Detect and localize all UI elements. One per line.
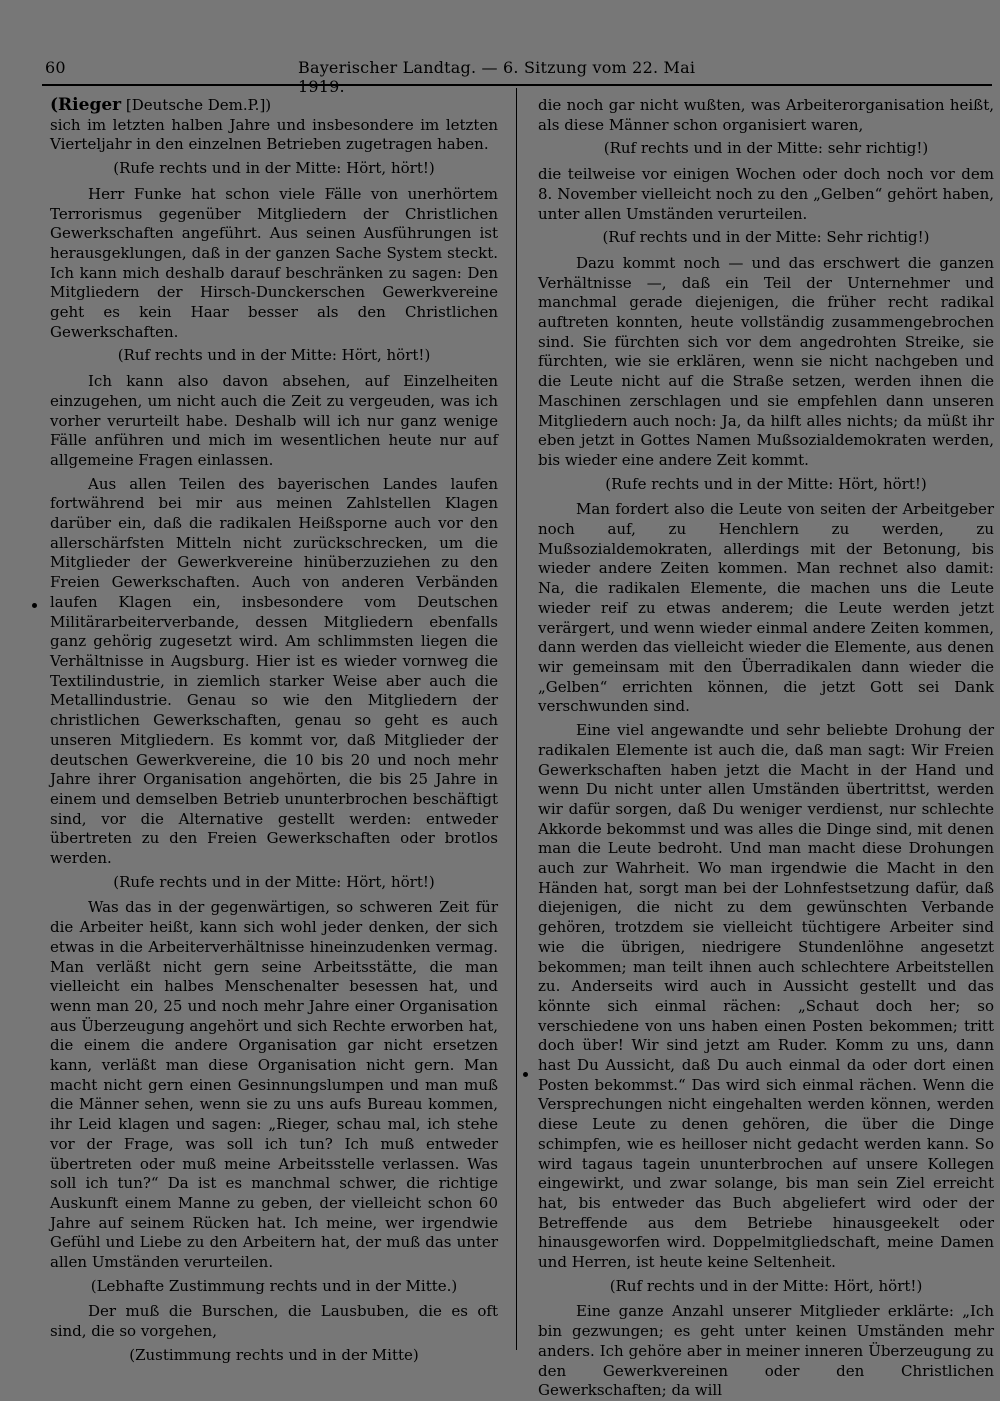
paragraph: Herr Funke hat schon viele Fälle von unerhörtem Terrorismus gegenüber Mitgliedern der Christlichen Gewerkschaften angeführt. Aus seinen Ausführungen ist herausgeklungen, daß in der ganzen Sache System steckt. Ich kann mich deshalb darauf beschränken zu sagen: Den Mitgliedern der Hirsch-Dunckerschen Gewerkvereine geht es kein Haar besser als den Christlichen Gewerkschaften. (50, 184, 498, 341)
interjection: (Rufe rechts und in der Mitte: Hört, hört!) (605, 474, 927, 493)
left-column (50, 95, 498, 1364)
paragraph: die teilweise vor einigen Wochen oder doch noch vor dem 8. November vielleicht noch zu den „Gelben“ gehört haben, unter allen Umständen verurteilen. (538, 165, 994, 223)
interjection: (Ruf rechts und in der Mitte: Sehr richtig!) (602, 228, 930, 247)
paragraph: die noch gar nicht wußten, was Arbeiterorganisation heißt, als diese Männer schon organisiert waren, (538, 96, 994, 134)
paragraph: Ich kann also davon absehen, auf Einzelheiten einzugehen, um nicht auch die Zeit zu vergeuden, was ich vorher verurteilt habe. Deshalb will ich nur ganz wenige Fälle anführen und mich im wesentlichen heute nur auf allgemeine Fragen einlassen. (50, 372, 498, 469)
paragraph: Eine viel angewandte und sehr beliebte Drohung der radikalen Elemente ist auch die, daß man sagt: Wir Freien Gewerkschaften haben jetzt die Macht in der Hand und wenn Du nicht unter allen Umständen übertrittst, werden wir dafür sorgen, daß Du weniger verdienst, nur schlechte Akkorde bekommst und was alles die Dinge sind, mit denen man die Leute bedroht. Und man macht diese Drohungen auch zur Wahrheit. Wo man irgendwie die Macht in den Händen hat, sorgt man bei der Lohnfestsetzung dafür, daß diejenigen, die nicht zu dem gewünschten Verbande gehören, trotzdem sie vielleicht tüchtigere Arbeiter sind wie die übrigen, niedrigere Stundenlöhne angesetzt bekommen; man teilt ihnen auch schlechtere Arbeitstellen zu. Anderseits wird auch in Aussicht gestellt und das könnte sich einmal rächen: „Schaut doch her; so verschiedene von uns haben einen Posten bekommen; tritt doch über! Wir sind jetzt am Ruder. Komm zu uns, dann hast Du Aussicht, daß Du auch einmal da oder dort einen Posten bekommst.“ Das wird sich einmal rächen. Wenn die Versprechungen nicht eingehalten werden können, werden diese Leute zu denen gehören, die über die Dinge schimpfen, wie es heilloser nicht gedacht werden kann. So wird tagaus tagein ununterbrochen auf unsere Kollegen eingewirkt, und zwar solange, bis man sein Ziel erreicht hat, bis entweder das Buch abgeliefert wird oder der Betreffende aus dem Betriebe hinausgeekelt oder hinausgeworfen wird. Doppelmitgliedschaft, meine Damen und Herren, ist heute keine Seltenheit. (538, 721, 994, 1272)
paragraph: Aus allen Teilen des bayerischen Landes laufen fortwährend bei mir aus meinen Zahlstellen Klagen darüber ein, daß die radikalen Heißsporne auch vor den allerschärfsten Mitteln nicht zurückschrecken, um die Mitglieder der Gewerkvereine hinüberzuziehen zu den Freien Gewerkschaften. Auch von anderen Verbänden laufen Klagen ein, insbesondere vom Deutschen Militärarbeiterverbande, dessen Mitgliedern ebenfalls ganz gehörig zugesetzt wird. Am schlimmsten liegen die Verhältnisse in Augsburg. Hier ist es wieder vornweg die Textilindustrie, in ziemlich starker Weise aber auch die Metallindustrie. Genau so wie den Mitgliedern der christlichen Gewerkschaften, genau so geht es auch unseren Mitgliedern. Es kommt vor, daß Mitglieder der deutschen Gewerkvereine, die 10 bis 20 und noch mehr Jahre ihrer Organisation angehörten, die bis 25 Jahre in einem und demselben Betrieb ununterbrochen beschäftigt sind, vor die Alternative gestellt werden: entweder übertreten zu den Freien Gewerkschaften oder brotlos werden. (50, 474, 498, 868)
header-rule (42, 84, 992, 86)
margin-mark (32, 603, 37, 608)
margin-mark (523, 1072, 528, 1077)
interjection: (Lebhafte Zustimmung rechts und in der Mitte.) (90, 1276, 458, 1295)
paragraph: Was das in der gegenwärtigen, so schweren Zeit für die Arbeiter heißt, kann sich wohl jeder denken, der sich etwas in die Arbeiterverhältnisse hineinzudenken vermag. Man verläßt nicht gern seine Arbeitsstätte, die man vielleicht ein halbes Menschenalter besessen hat, und wenn man 20, 25 und noch mehr Jahre einer Organisation aus Überzeugung angehört und sich Rechte erworben hat, die einem die andere Organisation gar nicht ersetzen kann, verläßt man diese Organisation nicht gern. Man macht nicht gern einen Gesinnungslumpen und man muß die Männer sehen, wenn sie zu uns aufs Bureau kommen, ihr Leid klagen und sagen: „Rieger, schau mal, ich stehe vor der Frage, was soll ich tun? Ich muß entweder übertreten oder muß meine Arbeitsstelle verlassen. Was soll ich tun?“ Da ist es manchmal schwer, die richtige Auskunft einem Manne zu geben, der vielleicht schon 60 Jahre auf seinem Rücken hat. Ich meine, wer irgendwie Gefühl und Liebe zu den Arbeitern hat, der muß das unter allen Umständen verurteilen. (50, 898, 498, 1272)
paragraph: Eine ganze Anzahl unserer Mitglieder erklärte: „Ich bin gezwungen; es geht unter keinen Umständen mehr anders. Ich gehöre aber in meiner inneren Überzeugung zu den Gewerkvereinen oder den Christlichen Gewerkschaften; da will (538, 1302, 994, 1400)
paragraph: sich im letzten halben Jahre und insbesondere im letzten Vierteljahr in den einzelnen Betrieben zugetragen haben. (50, 115, 498, 154)
interjection: (Rufe rechts und in der Mitte: Hört, hört!) (113, 872, 435, 891)
paragraph: Der muß die Burschen, die Lausbuben, die es oft sind, die so vorgehen, (50, 1302, 498, 1341)
page-number: 60 (45, 58, 66, 77)
interjection: (Zustimmung rechts und in der Mitte) (129, 1345, 419, 1364)
running-title: Bayerischer Landtag. — 6. Sitzung vom 22. Mai 1919. (298, 58, 696, 96)
speaker-party: [Deutsche Dem.P.]) (125, 96, 272, 114)
interjection: (Ruf rechts und in der Mitte: Hört, hört!) (117, 346, 431, 365)
interjection: (Ruf rechts und in der Mitte: Hört, hört!) (609, 1276, 923, 1295)
interjection: (Ruf rechts und in der Mitte: sehr richtig!) (603, 139, 929, 158)
interjection: (Rufe rechts und in der Mitte: Hört, hört!) (113, 159, 435, 178)
speaker-name: (Rieger (50, 95, 122, 115)
speaker-heading (50, 96, 498, 116)
paragraph: Dazu kommt noch — und das erschwert die ganzen Verhältnisse —, daß ein Teil der Unternehmer und manchmal gerade diejenigen, die früher recht radikal auftreten konnten, heute vollständig zusammengebrochen sind. Sie fürchten sich vor dem angedrohten Streike, sie fürchten, wie sie erklären, wenn sie nicht nachgeben und die Leute nicht auf die Straße setzen, werden ihnen die Maschinen zerschlagen und sie empfehlen dann unseren Mitgliedern auch noch: Ja, da hilft alles nichts; da müßt ihr eben jetzt in Gottes Namen Mußsozialdemokraten werden, bis wieder eine andere Zeit kommt. (538, 253, 994, 469)
right-column (538, 96, 994, 1400)
running-header (40, 58, 730, 96)
paragraph: Man fordert also die Leute von seiten der Arbeitgeber noch auf, zu Henchlern zu werden, zu Mußsozialdemokraten, allerdings mit der Betonung, bis wieder andere Zeiten kommen. Man rechnet also damit: Na, die radikalen Elemente, die machen uns die Leute wieder reif zu etwas anderem; die Leute werden jetzt verärgert, und wenn wieder einmal andere Zeiten kommen, dann werden das vielleicht wieder die Elemente, aus denen wir gemeinsam mit den Überradikalen dann wieder die „Gelben“ errichten können, die jetzt Gott sei Dank verschwunden sind. (538, 500, 994, 716)
column-divider (516, 88, 517, 1350)
